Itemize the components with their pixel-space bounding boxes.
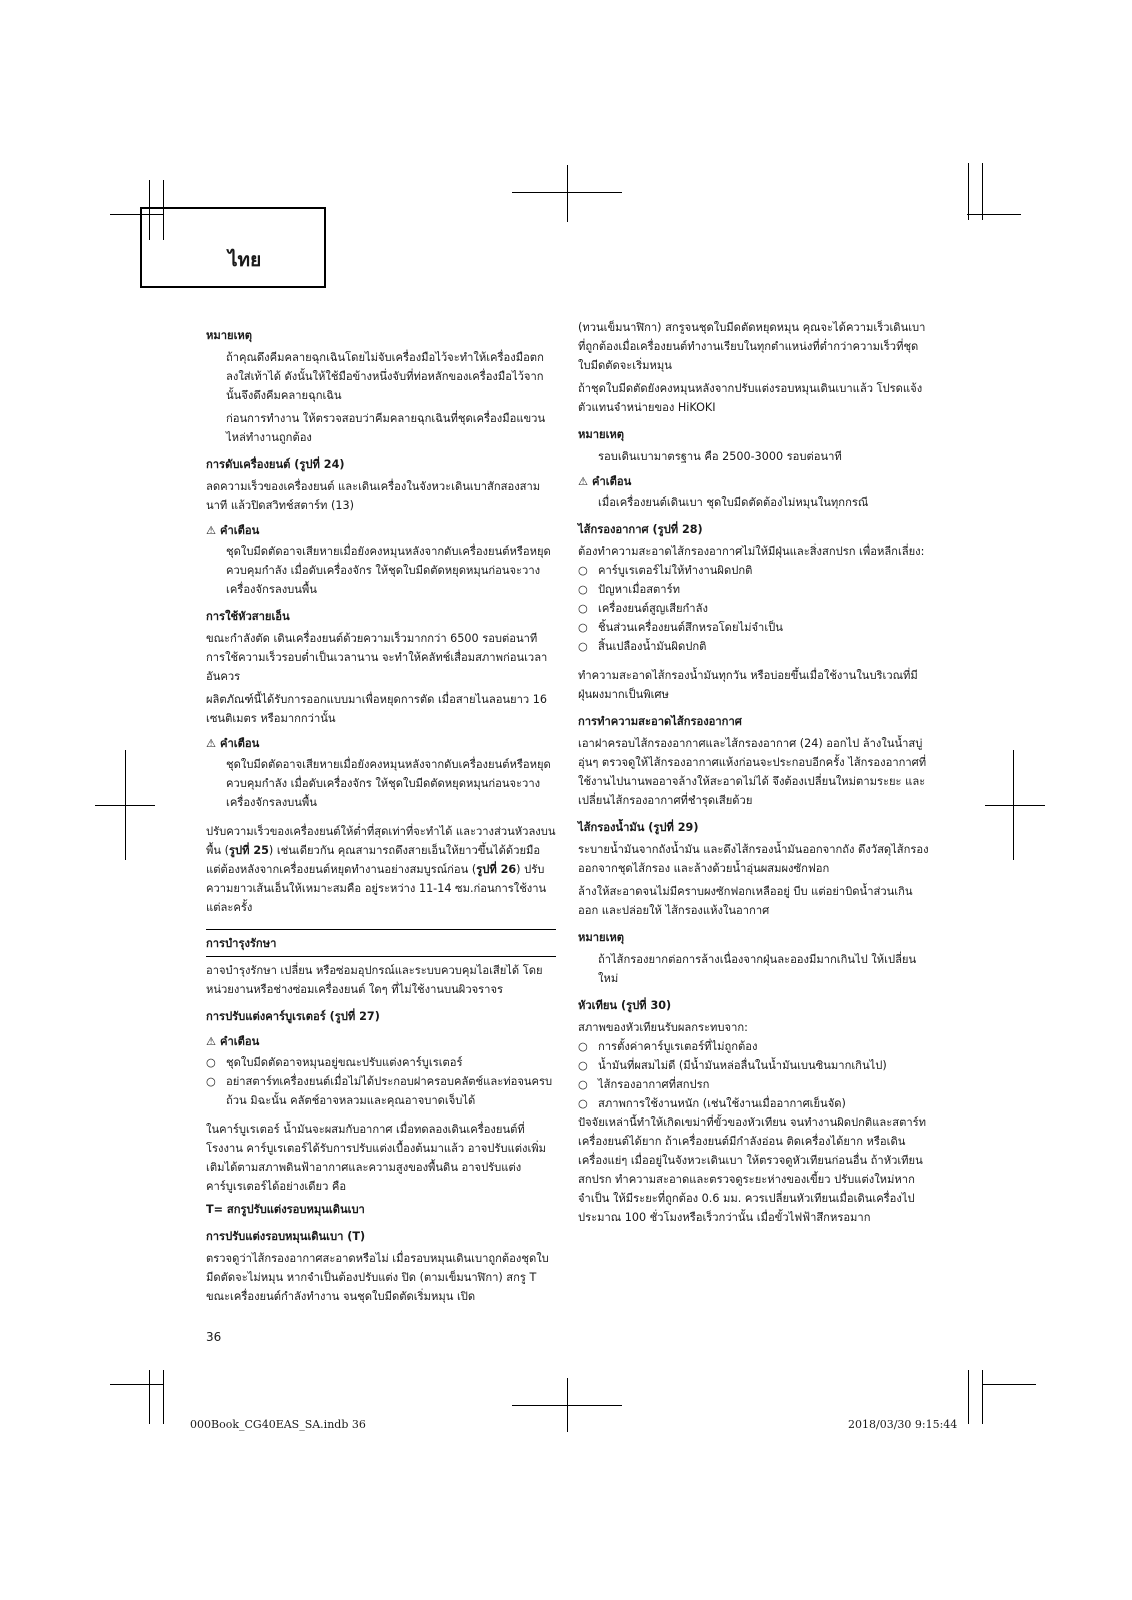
text-run: ) ปรับความยาวเส้นเอ็นให้เหมาะสมคือ อยู่ระหว่าง 11-14 ซม.ก่อนการใช้งานแต่ละครั้ง [206,863,547,914]
circle-bullet-icon: ○ [578,1059,588,1072]
page-number: 36 [206,1330,222,1344]
section-divider [206,929,556,930]
list-item [578,1037,930,1056]
paragraph: ปัจจัยเหล่านี้ทำให้เกิดเขม่าที่ขั้วของหัวเทียน จนทำงานผิดปกติและสตาร์ทเครื่องยนต์ได้ยาก ถ้าเครื่องยนต์มีกำลังอ่อน ติดเครื่องได้ยาก หรือเดินเครื่องแย่ๆ เมื่ออยู่ในจังหวะเดินเบา ให้ตรวจดูหัวเทียนก่อนอื่น ถ้าหัวเทียนสกปรก ทำความสะอาดและตรวจดูระยะห่างของเขี้ยว ปรับแต่งใหม่หากจำเป็น ให้มีระยะที่ถูกต้อง 0.6 มม. ควรเปลี่ยนหัวเทียนเมื่อเดินเครื่องไปประมาณ 100 ชั่วโมงหรือเร็วกว่านั้น เมื่อขั้วไฟฟ้าสึกหรอมาก [578,1116,927,1224]
section-heading-nylon-head: การใช้หัวสายเอ็น [206,610,290,623]
paragraph: ผลิตภัณฑ์นี้ได้รับการออกแบบมาเพื่อหยุดการตัด เมื่อสายไนลอนยาว 16 เซนติเมตร หรือมากกว่านั้น [206,693,547,725]
paragraph: ระบายน้ำมันจากถังน้ำมัน และดึงไส้กรองน้ำมันออกจากถัง ดึงวัสดุไส้กรองออกจากชุดไส้กรอง และล้างด้วยน้ำอุ่นผสมผงซักฟอก [578,843,929,875]
warning-text: ชุดใบมีดตัดอาจเสียหายเมื่อยังคงหมุนหลังจากดับเครื่องยนต์หรือหยุดควบคุมกำลัง เมื่อดับเครื่องจักร ให้ชุดใบมีดตัดหยุดหมุนก่อนจะวางเครื่องจักรลงบนพื้น [226,545,551,596]
section-heading-carburetor: การปรับแต่งคาร์บูเรเตอร์ (รูปที่ 27) [206,1010,380,1023]
note-text: ถ้าคุณดึงคีมคลายฉุกเฉินโดยไม่จับเครื่องมือไว้จะทำให้เครื่องมือตกลงใส่เท้าได้ ดังนั้นให้ใช้มือข้างหนึ่งจับที่ท่อหลักของเครื่องมือไว้จากนั้นจึงดึงคีมคลายฉุกเฉิน [226,351,544,402]
list-item [578,580,930,599]
footer-timestamp: 2018/03/30 9:15:44 [848,1418,958,1431]
warning-label: คำเตือน [592,475,632,488]
warning-list [206,1053,556,1110]
text-run: ) เช่นเดียวกัน คุณสามารถดึงสายเอ็นให้ยาวขึ้นได้ด้วยมือ แต่ต้องหลังจากเครื่องยนต์หยุดทำงานอย่างสมบูรณ์ก่อน ( [206,844,541,876]
warning-icon: ⚠ [206,737,217,750]
warning-text: เมื่อเครื่องยนต์เดินเบา ชุดใบมีดตัดต้องไม่หมุนในทุกกรณี [598,496,869,509]
list-item [578,561,930,580]
list-item-text: อย่าสตาร์ทเครื่องยนต์เมื่อไม่ได้ประกอบฝาครอบคลัตช์และท่อจนครบถ้วน มิฉะนั้น คลัตช์อาจหลวมและคุณอาจบาดเจ็บได้ [226,1075,553,1107]
circle-bullet-icon: ○ [578,1040,588,1053]
paragraph: ทำความสะอาดไส้กรองน้ำมันทุกวัน หรือบ่อยขึ้นเมื่อใช้งานในบริเวณที่มีฝุ่นผงมากเป็นพิเศษ [578,669,918,701]
crop-mark [163,1370,164,1424]
note-text: ถ้าไส้กรองยากต่อการล้างเนื่องจากฝุ่นละอองมีมากเกินไป ให้เปลี่ยนใหม่ [598,953,917,985]
paragraph-line-adjust [206,822,556,917]
list-item [206,1072,556,1110]
warning-icon: ⚠ [206,524,217,537]
crop-mark [567,1378,568,1432]
list-item [578,1094,930,1113]
air-filter-list [578,561,930,656]
section-heading-spark-plug: หัวเทียน (รูปที่ 30) [578,999,672,1012]
warning-heading [206,1032,556,1051]
note-heading: หมายเหตุ [206,329,253,342]
list-item [578,1056,930,1075]
circle-bullet-icon: ○ [578,621,588,634]
crop-mark [967,214,1021,215]
crop-mark [968,163,969,220]
crop-mark [567,165,568,222]
paragraph: ขณะกำลังตัด เดินเครื่องยนต์ด้วยความเร็วมากกว่า 6500 รอบต่อนาที การใช้ความเร็วรอบต่ำเป็นเวลานาน จะทำให้คลัทช์เสื่อมสภาพก่อนเวลาอันควร [206,632,548,683]
list-item-text: ชุดใบมีดตัดอาจหมุนอยู่ขณะปรับแต่งคาร์บูเรเตอร์ [226,1056,463,1069]
paragraph: สภาพของหัวเทียนรับผลกระทบจาก: [578,1021,748,1034]
section-heading-idle: การปรับแต่งรอบหมุนเดินเบา (T) [206,1230,366,1243]
figure-ref: รูปที่ 26 [476,863,517,876]
circle-bullet-icon: ○ [206,1075,216,1088]
paragraph: ตรวจดูว่าไส้กรองอากาศสะอาดหรือไม่ เมื่อรอบหมุนเดินเบาถูกต้องชุดใบมีดตัดจะไม่หมุน หากจำเป็นต้องปรับแต่ง ปิด (ตามเข็มนาฬิกา) สกรู T ขณะเครื่องยนต์กำลังทำงาน จนชุดใบมีดตัดเริ่มหมุน เปิด [206,1252,549,1303]
list-item-text: ไส้กรองอากาศที่สกปรก [598,1078,710,1091]
warning-icon: ⚠ [578,475,589,488]
list-item-text: น้ำมันที่ผสมไม่ดี (มีน้ำมันหล่อลื่นในน้ำมันเบนซินมากเกินไป) [598,1059,887,1072]
section-divider [206,956,556,957]
note-text: ก่อนการทำงาน ให้ตรวจสอบว่าคีมคลายฉุกเฉินที่ชุดเครื่องมือแขวนไหล่ทำงานถูกต้อง [226,412,546,444]
figure-ref: รูปที่ 25 [228,844,269,857]
crop-mark [968,1370,969,1424]
crop-mark [125,750,126,860]
text-run: ปรับความเร็วของเครื่องยนต์ให้ต่ำที่สุดเท่าที่จะทำได้ และวางส่วนหัวลงบนพื้น ( [206,825,556,857]
circle-bullet-icon: ○ [206,1056,216,1069]
circle-bullet-icon: ○ [578,640,588,653]
circle-bullet-icon: ○ [578,1097,588,1110]
list-item [578,637,930,656]
crop-mark [985,805,1045,806]
warning-label: คำเตือน [220,1035,260,1048]
circle-bullet-icon: ○ [578,583,588,596]
note-text: รอบเดินเบามาตรฐาน คือ 2500-3000 รอบต่อนาที [598,450,842,463]
t-screw-label: T= สกรูปรับแต่งรอบหมุนเดินเบา [206,1203,365,1216]
left-column [206,318,556,1310]
right-column [578,318,930,1231]
warning-heading [206,521,556,540]
spark-plug-list [578,1037,930,1113]
warning-icon: ⚠ [206,1035,217,1048]
list-item [578,599,930,618]
paragraph: ในคาร์บูเรเตอร์ น้ำมันจะผสมกับอากาศ เมื่อทดลองเดินเครื่องยนต์ที่โรงงาน คาร์บูเรเตอร์ได้รับการปรับแต่งเบื้องต้นมาแล้ว อาจปรับแต่งเพิ่มเติมได้ตามสภาพดินฟ้าอากาศและความสูงของพื้นดิน อาจปรับแต่งคาร์บูเรเตอร์ได้อย่างเดียว คือ [206,1123,547,1193]
footer-filename: 000Book_CG40EAS_SA.indb 36 [190,1418,366,1431]
paragraph: ล้างให้สะอาดจนไม่มีคราบผงซักฟอกเหลืออยู่ บีบ แต่อย่าบิดน้ำส่วนเกิน ออก และปล่อยให้ ไส้กรองแห้งในอากาศ [578,885,913,917]
list-item-text: ชิ้นส่วนเครื่องยนต์สึกหรอโดยไม่จำเป็น [598,621,783,634]
crop-mark [982,1370,983,1424]
crop-mark [110,1384,164,1385]
warning-label: คำเตือน [220,737,260,750]
list-item-text: คาร์บูเรเตอร์ไม่ให้ทำงานผิดปกติ [598,564,753,577]
warning-label: คำเตือน [220,524,260,537]
list-item [206,1053,556,1072]
section-heading-engine-stop: การดับเครื่องยนต์ (รูปที่ 24) [206,458,345,471]
warning-heading [578,472,930,491]
list-item-text: การตั้งค่าคาร์บูเรเตอร์ที่ไม่ถูกต้อง [598,1040,758,1053]
list-item-text: สภาพการใช้งานหนัก (เช่นใช้งานเมื่ออากาศเย็นจัด) [598,1097,846,1110]
paragraph: ต้องทำความสะอาดไส้กรองอากาศไม่ให้มีฝุ่นและสิ่งสกปรก เพื่อหลีกเลี่ยง: [578,545,925,558]
paragraph: เอาฝาครอบไส้กรองอากาศและไส้กรองอากาศ (24) ออกไป ล้างในน้ำสบู่อุ่นๆ ตรวจดูให้ไส้กรองอากาศแห้งก่อนจะประกอบอีกครั้ง ไส้กรองอากาศที่ใช้งานไปนานพออาจล้างให้สะอาดไม่ได้ จึงต้องเปลี่ยนใหม่ตามระยะ และเปลี่ยนไส้กรองอากาศที่ชำรุดเสียด้วย [578,737,927,807]
crop-mark [982,163,983,220]
warning-heading [206,734,556,753]
crop-mark [1013,750,1014,860]
paragraph: ถ้าชุดใบมีดตัดยังคงหมุนหลังจากปรับแต่งรอบหมุนเดินเบาแล้ว โปรดแจ้งตัวแทนจำหน่ายของ HiKOKI [578,382,923,414]
circle-bullet-icon: ○ [578,564,588,577]
list-item [578,1075,930,1094]
note-heading: หมายเหตุ [578,931,625,944]
paragraph: ลดความเร็วของเครื่องยนต์ และเดินเครื่องในจังหวะเดินเบาสักสองสามนาที แล้วปิดสวิทช์สตาร์ท (13) [206,480,541,512]
list-item-text: เครื่องยนต์สูญเสียกำลัง [598,602,708,615]
list-item-text: ปัญหาเมื่อสตาร์ท [598,583,680,596]
paragraph: อาจบำรุงรักษา เปลี่ยน หรือซ่อมอุปกรณ์และระบบควบคุมไอเสียได้ โดยหน่วยงานหรือช่างซ่อมเครื่องยนต์ ใดๆ ที่ไม่ใช้งานบนผิวจราจร [206,964,543,996]
language-tab [140,207,326,288]
list-item [578,618,930,637]
section-heading-maintenance: การบำรุงรักษา [206,937,277,950]
note-heading: หมายเหตุ [578,428,625,441]
section-heading-fuel-filter: ไส้กรองน้ำมัน (รูปที่ 29) [578,821,699,834]
crop-mark [149,1370,150,1424]
paragraph: (ทวนเข็มนาฬิกา) สกรูจนชุดใบมีดตัดหยุดหมุน คุณจะได้ความเร็วเดินเบาที่ถูกต้องเมื่อเครื่องยนต์ทำงานเรียบในทุกตำแหน่งที่ต่ำกว่าความเร็วที่ชุดใบมีดตัดจะเริ่มหมุน [578,321,926,372]
circle-bullet-icon: ○ [578,602,588,615]
section-heading-air-filter: ไส้กรองอากาศ (รูปที่ 28) [578,523,703,536]
circle-bullet-icon: ○ [578,1078,588,1091]
list-item-text: สิ้นเปลืองน้ำมันผิดปกติ [598,640,707,653]
section-heading-air-filter-cleaning: การทำความสะอาดไส้กรองอากาศ [578,715,742,728]
warning-text: ชุดใบมีดตัดอาจเสียหายเมื่อยังคงหมุนหลังจากดับเครื่องยนต์หรือหยุดควบคุมกำลัง เมื่อดับเครื่องจักร ให้ชุดใบมีดตัดหยุดหมุนก่อนจะวางเครื่องจักรลงบนพื้น [226,758,551,809]
crop-mark [982,1384,1036,1385]
language-tab-label: ไทย [228,249,262,271]
